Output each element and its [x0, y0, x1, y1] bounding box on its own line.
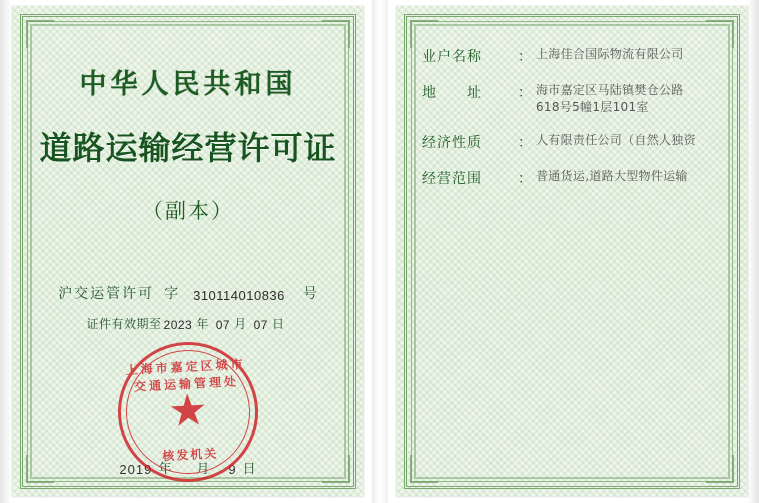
- validity-year-unit: 年: [196, 317, 209, 331]
- field-row: [422, 82, 722, 116]
- page-edge-shadow-right: [747, 0, 759, 503]
- license-number-zi-label: 字: [164, 286, 180, 302]
- right-certificate-page: [396, 6, 748, 497]
- field-label-business-scope: 经营范围: [422, 171, 482, 187]
- corner-ornament-icon: [410, 20, 438, 48]
- validity-row: [38, 315, 338, 332]
- page-edge-shadow-left: [0, 0, 12, 503]
- field-colon: ：: [518, 49, 532, 65]
- left-certificate-page: [12, 6, 364, 497]
- corner-ornament-icon: [706, 20, 734, 48]
- issue-date-day: 9: [228, 462, 237, 477]
- field-value-address: [536, 82, 722, 116]
- issue-date-day-unit: 日: [242, 462, 257, 477]
- field-colon: ：: [518, 171, 532, 187]
- license-number-label: 沪交运管许可: [58, 286, 155, 302]
- license-number-row: [38, 283, 338, 303]
- validity-label: 证件有效期至: [86, 317, 162, 331]
- issue-date-month-unit: 月: [196, 462, 211, 477]
- page-gutter: [372, 0, 388, 503]
- field-colon: ：: [518, 85, 532, 101]
- field-row: [422, 132, 722, 152]
- validity-year: 2023: [163, 318, 193, 332]
- issue-date-year-unit: 年: [158, 462, 173, 477]
- country-title: 中华人民共和国: [79, 69, 297, 100]
- seal-area: [38, 338, 338, 464]
- field-value-business-name: 上海佳合国际物流有限公司: [536, 47, 684, 61]
- field-value-address-line1: 海市嘉定区马陆镇樊仓公路: [536, 83, 684, 97]
- field-label-address: 地 址: [422, 85, 482, 101]
- issue-date-year: 2019: [119, 462, 153, 477]
- validity-month: 07: [215, 318, 231, 332]
- license-number-value: 310114010836: [193, 288, 285, 303]
- field-label-economic-nature: 经济性质: [422, 135, 482, 151]
- document-main-title: 道路运输经营许可证: [39, 129, 337, 167]
- field-colon: ：: [518, 135, 532, 151]
- field-value-address-line2: 618号5幢1层101室: [536, 100, 649, 114]
- validity-month-unit: 月: [234, 317, 247, 331]
- document-subtitle: （副本）: [142, 199, 234, 223]
- seal-top-text: 上海市嘉定区城市交通运输管理处: [125, 356, 246, 394]
- star-icon: ★: [166, 385, 209, 437]
- license-number-hao-label: 号: [302, 286, 318, 302]
- field-value-business-scope: 普通货运,道路大型物件运输: [536, 169, 688, 183]
- validity-day: 07: [253, 318, 268, 332]
- field-row: [422, 46, 722, 66]
- field-row: [422, 168, 722, 188]
- field-value-economic-nature: 人有限责任公司（自然人独资: [536, 133, 696, 147]
- field-label-business-name: 业户名称: [422, 49, 482, 65]
- validity-day-unit: 日: [271, 317, 285, 331]
- seal-bottom-text: 核发机关: [161, 446, 219, 464]
